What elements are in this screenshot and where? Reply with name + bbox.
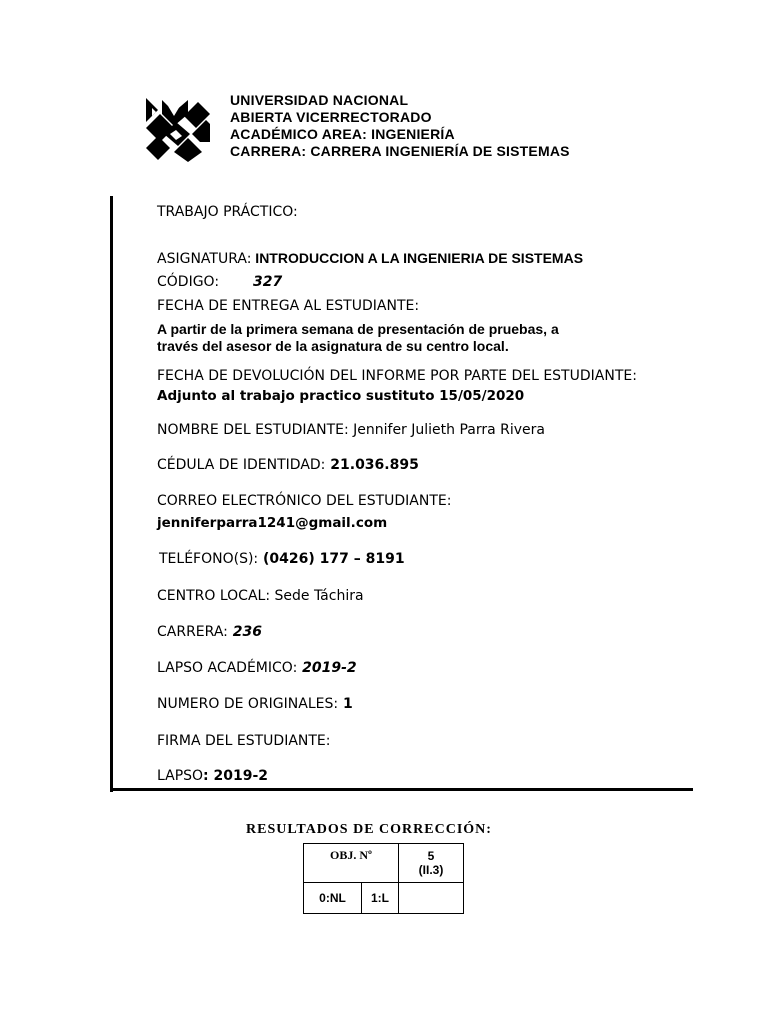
fecha-entrega-line-1: A partir de la primera semana de presentación de pruebas, a [157, 321, 559, 337]
results-table [303, 843, 464, 914]
fecha-entrega-line-2: través del asesor de la asignatura de su centro local. [157, 338, 509, 354]
firma-label: FIRMA DEL ESTUDIANTE: [157, 733, 331, 749]
fecha-devolucion-label: FECHA DE DEVOLUCIÓN DEL INFORME POR PARTE DEL ESTUDIANTE: [157, 368, 637, 384]
l-cell: 1:L [362, 883, 399, 914]
lapso-label: LAPSO [157, 768, 204, 784]
correo-value: jenniferparra1241@gmail.com [157, 515, 388, 531]
lapso-academico-field [157, 660, 357, 676]
lapso-field [157, 768, 268, 784]
lapso-value: : 2019-2 [203, 768, 269, 784]
codigo-field [157, 274, 282, 290]
nl-cell: 0:NL [304, 883, 362, 914]
telefono-value: (0426) 177 – 8191 [258, 551, 405, 567]
centro-local-field [157, 588, 364, 604]
fecha-devolucion-value: Adjunto al trabajo practico sustituto 15/05/2020 [157, 388, 525, 404]
telefono-label: TELÉFONO(S): [159, 551, 259, 567]
frame-bottom-border [110, 788, 693, 791]
correo-label: CORREO ELECTRÓNICO DEL ESTUDIANTE: [157, 493, 452, 509]
results-title: RESULTADOS DE CORRECCIÓN: [246, 822, 492, 837]
originales-field [157, 696, 353, 712]
obj-number: 5 [427, 849, 435, 863]
header-line-3: ACADÉMICO AREA: INGENIERÍA [230, 126, 455, 142]
nombre-label: NOMBRE DEL ESTUDIANTE: [157, 422, 349, 438]
frame-left-border [110, 196, 113, 792]
carrera-value: 236 [227, 624, 262, 640]
una-logo-icon [144, 96, 212, 164]
obj-subtitle: (II.3) [418, 863, 444, 877]
lapso-academico-label: LAPSO ACADÉMICO: [157, 660, 298, 676]
score-cell[interactable] [399, 883, 464, 914]
originales-value: 1 [338, 696, 353, 712]
obj-label-cell: OBJ. Nº [304, 844, 399, 883]
asignatura-value: INTRODUCCION A LA INGENIERIA DE SISTEMAS [251, 250, 584, 266]
obj-number-cell [399, 844, 464, 883]
carrera-label: CARRERA: [157, 624, 228, 640]
asignatura-field [157, 250, 583, 267]
carrera-field [157, 624, 262, 640]
header-line-1: UNIVERSIDAD NACIONAL [230, 92, 409, 108]
originales-label: NUMERO DE ORIGINALES: [157, 696, 339, 712]
cedula-field [157, 457, 419, 473]
cedula-value: 21.036.895 [325, 457, 419, 473]
cedula-label: CÉDULA DE IDENTIDAD: [157, 457, 326, 473]
codigo-value: 327 [253, 274, 283, 290]
trabajo-practico-label: TRABAJO PRÁCTICO: [157, 204, 298, 220]
fecha-entrega-label: FECHA DE ENTREGA AL ESTUDIANTE: [157, 298, 420, 314]
asignatura-label: ASIGNATURA: [157, 251, 252, 267]
codigo-label: CÓDIGO: [157, 274, 220, 290]
telefono-field [159, 551, 405, 567]
nombre-field [157, 422, 545, 438]
header-line-2: ABIERTA VICERRECTORADO [230, 109, 432, 125]
lapso-academico-value: 2019-2 [297, 660, 357, 676]
centro-label: CENTRO LOCAL: [157, 588, 271, 604]
nombre-value: Jennifer Julieth Parra Rivera [348, 422, 546, 438]
header-line-4: CARRERA: CARRERA INGENIERÍA DE SISTEMAS [230, 143, 570, 159]
centro-value: Sede Táchira [270, 588, 364, 604]
university-header [230, 92, 570, 160]
